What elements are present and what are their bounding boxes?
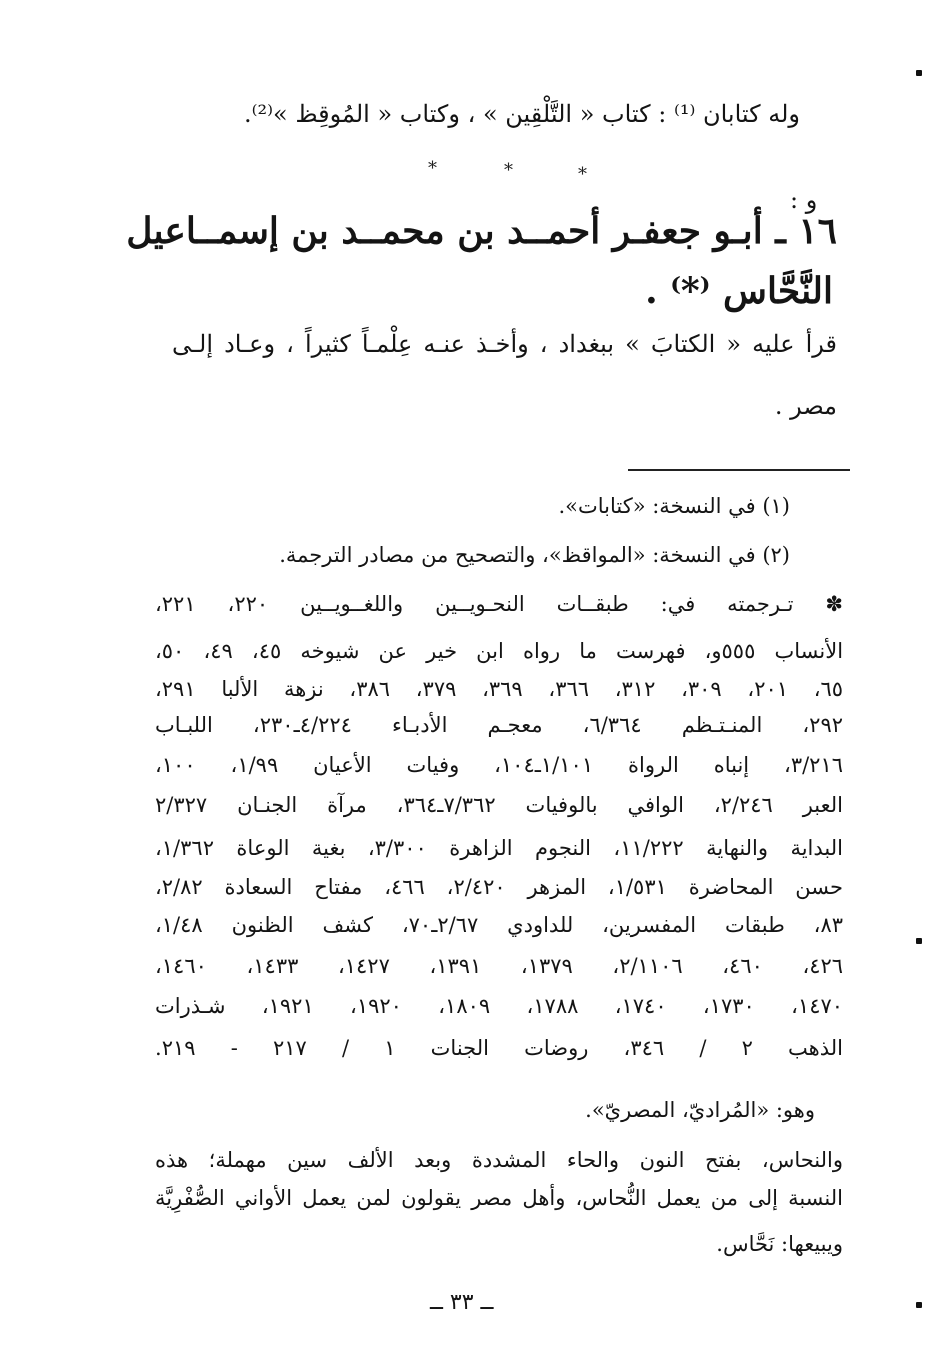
margin-mark — [916, 1302, 922, 1308]
entry-text-line-2: مصر . — [774, 392, 837, 420]
bio-line: الذهب ٢ / ٣٤٦، روضات الجنات ١ / ٢١٧ - ٢١٩. — [155, 1036, 843, 1060]
footnote-separator — [628, 469, 850, 471]
separator-stars — [420, 158, 600, 188]
bio-line: العبر ٢/٢٤٦، الوافي بالوفيات ٧/٣٦٢ـ٣٦٤، مرآة الجنـان ٢/٣٢٧ — [155, 793, 844, 817]
page-number: ــ ٣٣ ــ — [430, 1290, 494, 1315]
explain-line: النسبة إلى من يعمل النُّحاس، وأهل مصر يقولون لمن يعمل الأواني الصُّفْرِيَّة — [155, 1186, 843, 1210]
bio-line: ٣/٢١٦، إنباه الرواة ١/١٠١ـ١٠٤، وفيات الأعيان ١/٩٩، ١٠٠، — [155, 753, 844, 777]
separator-star: * — [428, 158, 437, 179]
entry-title-line-2: النَّحَّاس ⁽*⁾ . — [645, 270, 833, 312]
bio-line: ١٤٧٠، ١٧٣٠، ١٧٤٠، ١٧٨٨، ١٨٠٩، ١٩٢٠، ١٩٢١، شـذرات — [155, 994, 844, 1018]
bio-line: ✽ تـرجمته في: طبقــات النحـويــين واللغــويــين ٢٢٠، ٢٢١، — [155, 592, 843, 616]
explain-line: والنحاس، بفتح النون والحاء المشددة وبعد الألف سين مهملة؛ هذه — [155, 1148, 843, 1172]
footnote-1: (١) في النسخة: «كتابات». — [558, 494, 790, 518]
bio-line: ٨٣، طبقات المفسرين، للداودي ٢/٦٧ـ٧٠، كشف الظنون ١/٤٨، — [155, 913, 844, 937]
bio-line: ٤٢٦، ٤٦٠، ٢/١١٠٦، ١٣٧٩، ١٣٩١، ١٤٢٧، ١٤٣٣، ١٤٦٠، — [155, 954, 844, 978]
bio-line: الأنساب ٥٥٥و، فهرست ما رواه ابن خير عن شيوخه ٤٥، ٤٩، ٥٠، — [155, 639, 844, 663]
bio-line: ٦٥، ٢٠١، ٣٠٩، ٣١٢، ٣٦٦، ٣٦٩، ٣٧٩، ٣٨٦، نزهة الألبا ٢٩١، — [155, 677, 844, 701]
footnote-2: (٢) في النسخة: «المواقظ»، والتصحيح من مصادر الترجمة. — [279, 543, 790, 567]
separator-star: * — [578, 164, 587, 185]
nisba-line: وهو: «المُراديّ، المصريّ». — [585, 1098, 815, 1122]
separator-star: * — [504, 160, 513, 181]
entry-marker: و : — [790, 186, 818, 214]
explain-line: ويبيعها: نَحَّاس. — [716, 1232, 843, 1256]
entry-title-line-1: ١٦ ـ أبـو جعفـر أحمــد بن محمــد بن إسمــاعيل — [126, 210, 837, 252]
entry-text-line-1: قرأ عليه « الكتابَ » ببغداد ، وأخـذ عنـه عِلْمـاً كثيراً ، وعـاد إلـى — [172, 330, 837, 358]
margin-mark — [916, 938, 922, 944]
margin-mark — [916, 70, 922, 76]
bio-line: حسن المحاضرة ١/٥٣١، المزهر ٢/٤٢٠، ٤٦٦، مفتاح السعادة ٢/٨٢، — [155, 875, 844, 899]
intro-line: وله كتابان ⁽¹⁾ : كتاب « التَّلْقِين » ، وكتاب « المُوقِظ »⁽²⁾. — [243, 100, 800, 128]
bio-line: البداية والنهاية ١١/٢٢٢، النجوم الزاهرة ٣/٣٠٠، بغية الوعاة ١/٣٦٢، — [155, 836, 843, 860]
bio-line: ٢٩٢، المنـتـظم ٦/٣٦٤، معجـم الأدبـاء ٤/٢٢٤ـ٢٣٠، اللبـاب — [155, 713, 844, 737]
